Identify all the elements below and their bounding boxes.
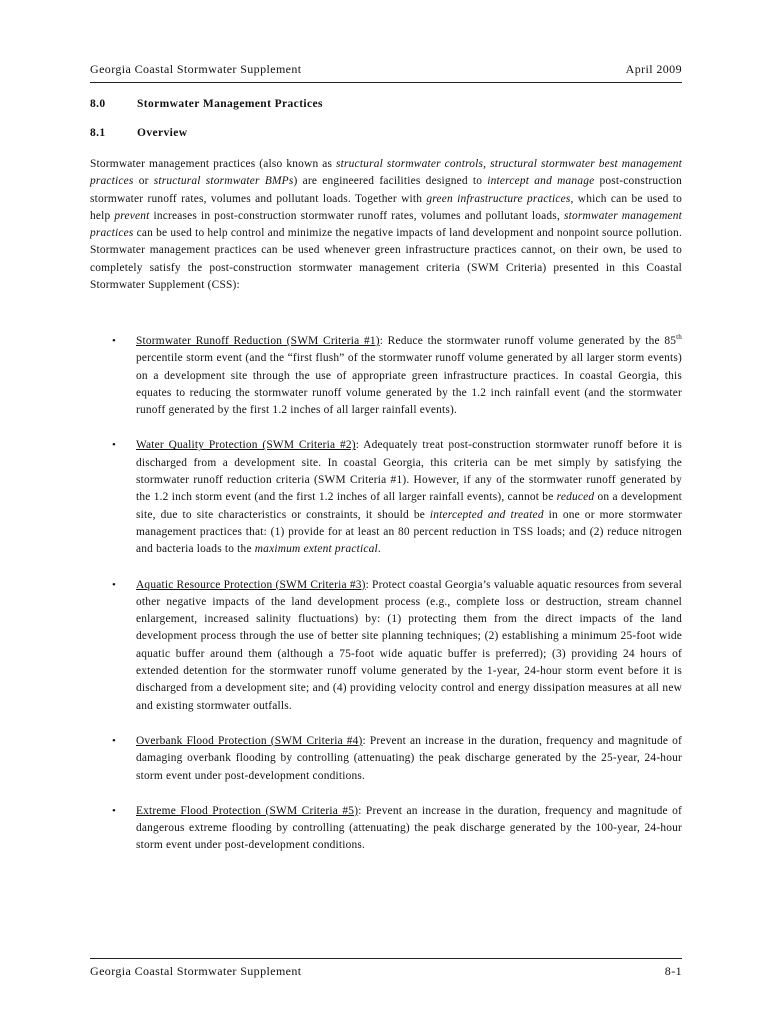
intro-paragraph bbox=[90, 156, 682, 294]
text: in one or more stormwater management practices that: (1) provide for at least an 80 percent reduction in TSS loads; and (2) reduce nitrogen and bacteria loads to the bbox=[136, 508, 682, 556]
text: post-construction stormwater runoff rates, volumes and pollutant loads. Together with bbox=[90, 175, 682, 205]
text: ) are engineered facilities designed to bbox=[293, 175, 488, 188]
bullet: • bbox=[112, 439, 117, 452]
emphasis: green infrastructure practices bbox=[426, 192, 571, 205]
section-number: 8.0 bbox=[90, 98, 106, 110]
section-number: 8.1 bbox=[90, 127, 106, 139]
criteria-title: Overbank Flood Protection (SWM Criteria #4) bbox=[136, 734, 363, 747]
text: . bbox=[377, 543, 381, 556]
list-item-swm-criteria-1 bbox=[90, 333, 682, 419]
emphasis: prevent bbox=[114, 209, 150, 222]
bullet: • bbox=[112, 335, 117, 347]
page-header bbox=[90, 62, 682, 77]
text: , bbox=[483, 158, 491, 170]
page-footer bbox=[90, 964, 682, 979]
text: Stormwater management practices (also known as bbox=[90, 158, 337, 170]
section-heading-8-0 bbox=[90, 98, 323, 110]
criteria-title: Stormwater Runoff Reduction (SWM Criteria #1) bbox=[136, 335, 380, 347]
header-title: Georgia Coastal Stormwater Supplement bbox=[90, 62, 302, 76]
list-item-swm-criteria-2 bbox=[90, 437, 682, 558]
bullet: • bbox=[112, 578, 117, 591]
header-date: April 2009 bbox=[625, 62, 682, 76]
text: increases in post-construction stormwater runoff rates, volumes and pollutant loads, bbox=[149, 209, 564, 222]
section-title: Overview bbox=[137, 127, 188, 139]
emphasis: stormwater management practices bbox=[90, 209, 683, 240]
page-number: 8-1 bbox=[664, 964, 682, 978]
text: , which can be used to help bbox=[90, 192, 683, 222]
footer-title: Georgia Coastal Stormwater Supplement bbox=[90, 964, 302, 978]
emphasis: structural stormwater best management practices bbox=[90, 158, 682, 188]
text: : Prevent an increase in the duration, frequency and magnitude of damaging overbank flooding by controlling (attenuating) the peak discharge generated by the 25-year, 24-hour storm event under post-development conditions. bbox=[136, 734, 682, 782]
swm-criteria-list bbox=[90, 333, 682, 873]
section-title: Stormwater Management Practices bbox=[137, 98, 323, 110]
list-item-swm-criteria-4 bbox=[90, 733, 682, 785]
emphasis: structural stormwater BMPs bbox=[153, 175, 294, 188]
emphasis: structural stormwater controls bbox=[336, 158, 484, 170]
text: or bbox=[133, 175, 154, 188]
superscript: th bbox=[676, 333, 682, 342]
list-item-swm-criteria-5 bbox=[90, 803, 682, 855]
text: percentile storm event (and the “first flush” of the stormwater runoff volume generated by all larger storm events) on a development site through the use of appropriate green infrastructure practices. In coastal Georgia, this equates to reducing the stormwater runoff volume generated by the 1.2 inch rainfall event (and the stormwater runoff generated by the first 1.2 inches of all larger rainfall events). bbox=[136, 352, 682, 417]
section-heading-8-1 bbox=[90, 127, 187, 139]
criteria-title: Extreme Flood Protection (SWM Criteria #5) bbox=[136, 804, 359, 817]
text: : Prevent an increase in the duration, frequency and magnitude of dangerous extreme flooding by controlling (attenuating) the peak discharge generated by the 100-year, 24-hour storm event under post-development conditions. bbox=[136, 804, 682, 852]
bullet: • bbox=[112, 734, 117, 747]
text: on a development site, due to site characteristics or constraints, it should be bbox=[136, 491, 682, 521]
header-divider bbox=[90, 82, 682, 83]
emphasis: intercepted and treated bbox=[429, 508, 544, 521]
text: can be used to help control and minimize the negative impacts of land development and nonpoint source pollution. Stormwater management practices can be used whenever green infrastructure practices cannot, on their own, be used to completely satisfy the post-construction stormwater management criteria (SWM Criteria) presented in this Coastal Stormwater Supplement (CSS): bbox=[90, 227, 682, 292]
emphasis: intercept and manage bbox=[487, 175, 595, 188]
emphasis: maximum extent practical bbox=[254, 543, 378, 556]
bullet: • bbox=[112, 804, 117, 817]
criteria-title: Aquatic Resource Protection (SWM Criteria #3) bbox=[136, 578, 366, 591]
emphasis: reduced bbox=[556, 491, 595, 504]
criteria-title: Water Quality Protection (SWM Criteria #2) bbox=[136, 439, 356, 452]
footer-divider bbox=[90, 958, 682, 959]
text: : Reduce the stormwater runoff volume generated by the 85 bbox=[379, 335, 677, 347]
text: : Adequately treat post-construction stormwater runoff before it is discharged from a development site. In coastal Georgia, this criteria can be met simply by satisfying the stormwater runoff reduction criteria (SWM Criteria #1). However, if any of the stormwater runoff generated by the 1.2 inch storm event (and the first 1.2 inches of all larger rainfall events), cannot be bbox=[136, 439, 683, 504]
list-item-swm-criteria-3 bbox=[90, 577, 682, 715]
text: : Protect coastal Georgia’s valuable aquatic resources from several other negative impacts of the land development process (e.g., complete loss or destruction, stream channel enlargement, increased salinity fluctuations) by: (1) protecting them from the direct impacts of the land development process through the use of better site planning techniques; (2) establishing a minimum 25-foot wide aquatic buffer around them (although a 75-foot wide aquatic buffer is preferred); (3) providing 24 hours of extended detention for the stormwater runoff volume generated by the 1-year, 24-hour storm event before it is discharged from a development site; and (4) providing velocity control and energy dissipation measures at all new and existing stormwater outfalls. bbox=[136, 578, 682, 712]
